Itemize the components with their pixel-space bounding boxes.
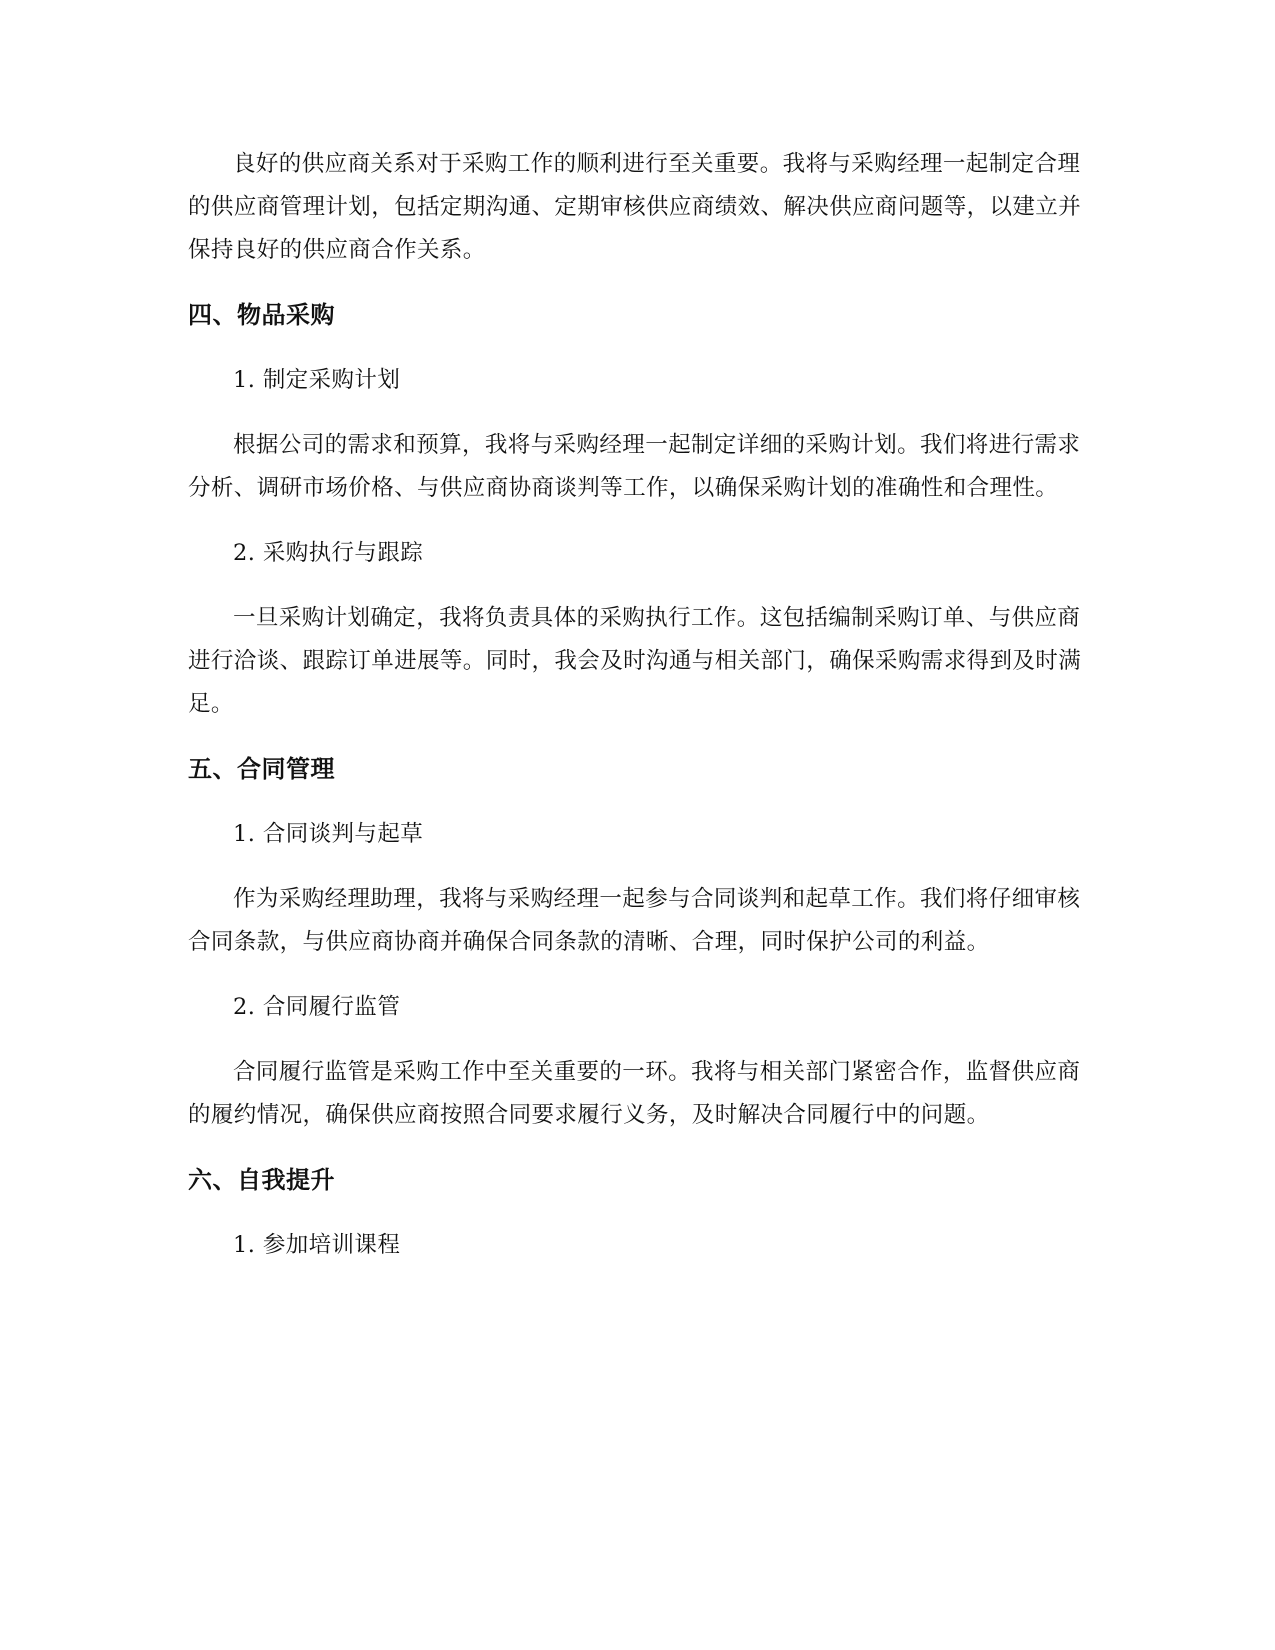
section-heading-self-improvement: 六、自我提升 [188,1166,335,1194]
document-body [188,143,1088,1289]
subheading-procurement-plan: 1. 制定采购计划 [233,367,401,393]
paragraph-procurement-execution: 一旦采购计划确定，我将负责具体的采购执行工作。这包括编制采购订单、与供应商进行洽谈、跟踪订单进展等。同时，我会及时沟通与相关部门，确保采购需求得到及时满足。 [188,605,1082,717]
section-heading-procurement: 四、物品采购 [188,301,335,329]
subheading-procurement-execution: 2. 采购执行与跟踪 [233,540,424,566]
section-heading-contract: 五、合同管理 [188,755,335,783]
paragraph-procurement-plan: 根据公司的需求和预算，我将与采购经理一起制定详细的采购计划。我们将进行需求分析、调研市场价格、与供应商协商谈判等工作，以确保采购计划的准确性和合理性。 [188,432,1081,501]
subheading-contract-supervision: 2. 合同履行监管 [233,994,401,1020]
subheading-training: 1. 参加培训课程 [233,1232,401,1258]
paragraph-contract-negotiation: 作为采购经理助理，我将与采购经理一起参与合同谈判和起草工作。我们将仔细审核合同条款，与供应商协商并确保合同条款的清晰、合理，同时保护公司的利益。 [188,886,1081,955]
paragraph-supplier-relations: 良好的供应商关系对于采购工作的顺利进行至关重要。我将与采购经理一起制定合理的供应商管理计划，包括定期沟通、定期审核供应商绩效、解决供应商问题等，以建立并保持良好的供应商合作关系。 [188,151,1082,263]
paragraph-contract-supervision: 合同履行监管是采购工作中至关重要的一环。我将与相关部门紧密合作，监督供应商的履约情况，确保供应商按照合同要求履行义务，及时解决合同履行中的问题。 [188,1059,1081,1128]
subheading-contract-negotiation: 1. 合同谈判与起草 [233,821,424,847]
